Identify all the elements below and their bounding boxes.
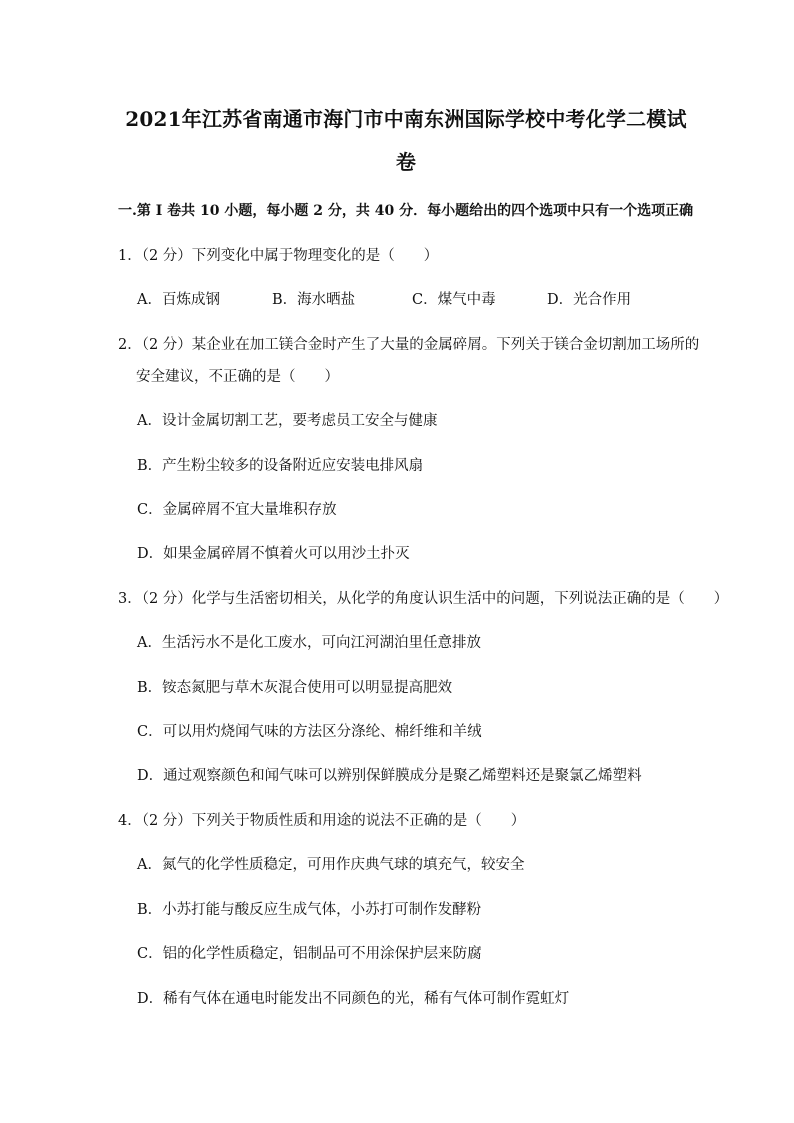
- question-1-option-b: B．海水晒盐: [272, 292, 356, 308]
- question-1-option-a: A．百炼成钢: [137, 292, 220, 308]
- question-3-option-d: D．通过观察颜色和闻气味可以辨别保鲜膜成分是聚乙烯塑料还是聚氯乙烯塑料: [137, 768, 642, 784]
- question-2-stem-continued: 安全建议，不正确的是（ ）: [136, 369, 339, 385]
- question-4-option-c: C．铝的化学性质稳定，铝制品可不用涂保护层来防腐: [137, 946, 482, 962]
- question-2-option-d: D．如果金属碎屑不慎着火可以用沙土扑灭: [137, 546, 410, 562]
- question-1-option-c: C．煤气中毒: [412, 292, 496, 308]
- question-2-option-c: C．金属碎屑不宜大量堆积存放: [137, 502, 337, 518]
- question-4-stem: 4．（2 分）下列关于物质性质和用途的说法不正确的是（ ）: [118, 813, 526, 829]
- question-3-option-c: C．可以用灼烧闻气味的方法区分涤纶、棉纤维和羊绒: [137, 724, 482, 740]
- question-3-option-b: B．铵态氮肥与草木灰混合使用可以明显提高肥效: [137, 680, 453, 696]
- section-heading: 一.第 I 卷共 10 小题，每小题 2 分，共 40 分．每小题给出的四个选项中只有一个选项正确: [118, 203, 694, 219]
- question-2-option-b: B．产生粉尘较多的设备附近应安装电排风扇: [137, 458, 424, 474]
- question-3-stem: 3．（2 分）化学与生活密切相关，从化学的角度认识生活中的问题，下列说法正确的是（ ）: [118, 591, 729, 607]
- question-1-stem: 1．（2 分）下列变化中属于物理变化的是（ ）: [118, 248, 439, 264]
- question-4-option-d: D．稀有气体在通电时能发出不同颜色的光，稀有气体可制作霓虹灯: [137, 991, 570, 1007]
- question-4-option-b: B．小苏打能与酸反应生成气体，小苏打可制作发酵粉: [137, 902, 482, 918]
- question-2-option-a: A．设计金属切割工艺，要考虑员工安全与健康: [137, 413, 438, 429]
- question-3-option-a: A．生活污水不是化工废水，可向江河湖泊里任意排放: [137, 635, 481, 651]
- question-2-stem: 2．（2 分）某企业在加工镁合金时产生了大量的金属碎屑。下列关于镁合金切割加工场所的: [118, 337, 700, 353]
- exam-title-line-1: 2021年江苏省南通市海门市中南东洲国际学校中考化学二模试: [125, 107, 687, 131]
- question-1-option-d: D．光合作用: [547, 292, 632, 308]
- question-4-option-a: A．氮气的化学性质稳定，可用作庆典气球的填充气，较安全: [137, 857, 525, 873]
- exam-title-line-2: 卷: [395, 150, 417, 174]
